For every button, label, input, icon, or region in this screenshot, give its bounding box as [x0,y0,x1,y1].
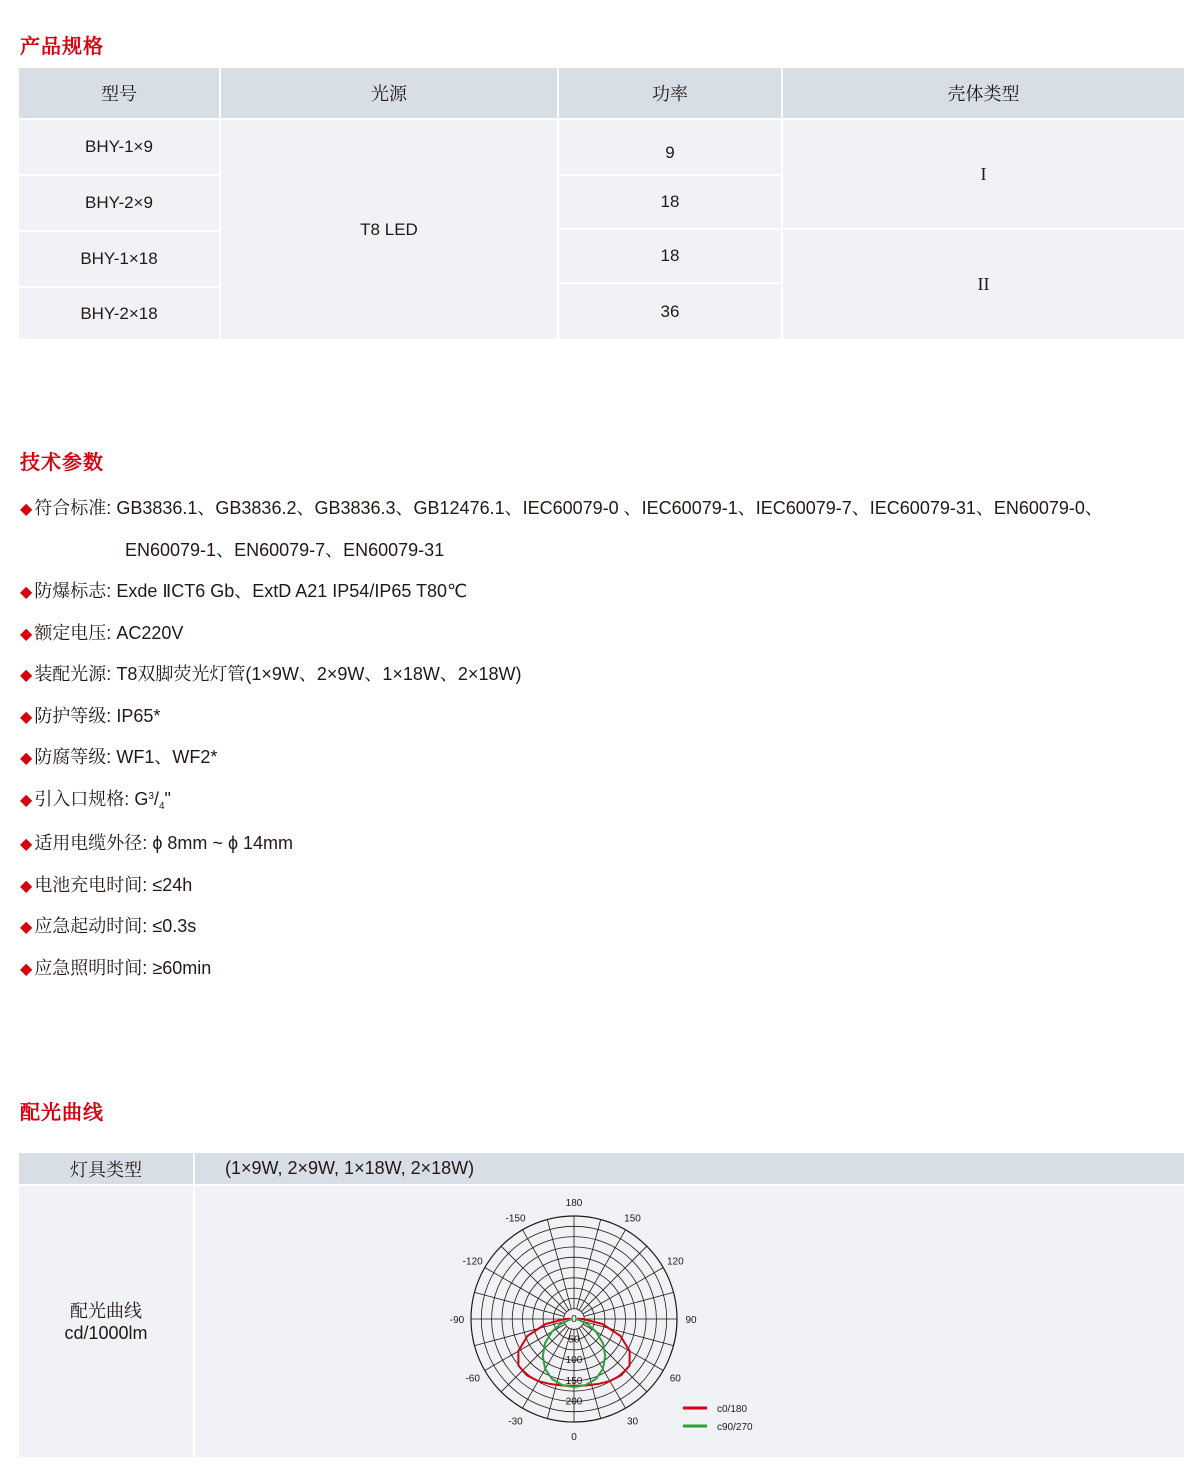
param-value: ≥60min [152,958,212,978]
param-value-slash: / [153,789,159,809]
polar-chart [19,1153,1184,1457]
radial-tick-label: 0 [571,1314,577,1325]
angle-tick-label: 0 [571,1432,577,1443]
param-value-g: G [134,789,149,809]
angle-tick-label: 90 [685,1315,697,1326]
angle-tick-label: -30 [508,1416,523,1428]
angle-tick-label: 150 [624,1213,641,1225]
spec-table [19,68,1184,339]
param-emergency [20,954,211,980]
curve-unit: cd/1000lm [64,1322,148,1343]
param-value: GB3836.1、GB3836.2、GB3836.3、GB12476.1、IEC60079-0 、IEC60079-1、IEC60079-7、IEC60079-31、EN60079-0、 [116,498,1103,518]
param-standards [20,494,1103,520]
param-label: 应急照明时间: [34,958,148,978]
angle-tick-label: 120 [666,1256,684,1268]
legend-label: c0/180 [717,1404,748,1415]
param-label: 装配光源: [34,664,112,684]
param-label: 应急起动时间: [34,916,148,936]
param-standards-cont: EN60079-1、EN60079-7、EN60079-31 [125,540,445,560]
bullet-icon: ◆ [20,878,33,895]
param-value: Exde ⅡCT6 Gb、ExtD A21 IP54/IP65 T80℃ [116,581,468,601]
bullet-icon: ◆ [20,792,33,809]
power-cell: 18 [559,230,781,282]
photo-section-title: 配光曲线 [20,1102,104,1124]
param-entry [20,785,171,812]
param-label: 引入口规格: [34,789,130,809]
param-explosion [20,577,467,603]
param-value: ϕ 8mm ~ ϕ 14mm [152,833,294,853]
legend-label: c90/270 [717,1422,753,1433]
bullet-icon: ◆ [20,836,33,853]
param-lamp [20,660,521,686]
radial-tick-label: 50 [568,1334,580,1346]
angle-tick-label: -60 [465,1373,480,1385]
param-value-num: 3 [148,791,154,802]
param-label: 电池充电时间: [34,875,148,895]
bullet-icon: ◆ [20,667,33,684]
power-cell: 18 [559,176,781,228]
header-model: 型号 [19,68,219,118]
param-value: T8双脚荧光灯管(1×9W、2×9W、1×18W、2×18W) [116,664,522,684]
radial-tick-label: 200 [565,1396,583,1408]
bullet-icon: ◆ [20,750,33,767]
param-value: ≤0.3s [152,916,197,936]
bullet-icon: ◆ [20,584,33,601]
curve-label: 配光曲线 [70,1300,142,1321]
param-value: IP65* [116,706,161,726]
bullet-icon: ◆ [20,501,33,518]
param-label: 符合标准: [34,498,112,518]
model-cell: BHY-1×9 [19,120,219,174]
param-corrosion [20,743,217,769]
photometric-table [19,1153,1184,1457]
housing-type-cell: II [783,230,1184,339]
param-label: 防腐等级: [34,747,112,767]
radial-tick-label: 100 [565,1355,583,1367]
param-value-quote: " [164,789,171,809]
light-source-cell: T8 LED [221,120,557,339]
spec-section-title: 产品规格 [20,36,104,58]
header-housing-type: 壳体类型 [783,68,1184,118]
bullet-icon: ◆ [20,961,33,978]
power-cell: 9 [559,120,781,174]
param-protection [20,702,160,728]
model-cell: BHY-2×9 [19,176,219,230]
power-cell: 36 [559,284,781,339]
angle-tick-label: 180 [565,1198,583,1209]
model-cell: BHY-1×18 [19,232,219,286]
param-charge [20,871,192,897]
fixture-type-value: (1×9W, 2×9W, 1×18W, 2×18W) [195,1153,1184,1184]
angle-tick-label: -150 [505,1213,526,1225]
header-light-source: 光源 [221,68,557,118]
angle-tick-label: 60 [669,1373,681,1385]
housing-type-cell: I [783,120,1184,228]
param-value-den: 4 [158,801,165,812]
param-value: WF1、WF2* [116,747,218,767]
params-section-title: 技术参数 [20,452,104,474]
param-label: 额定电压: [34,623,112,643]
angle-tick-label: 30 [626,1416,639,1428]
param-cable [20,829,293,855]
param-start [20,912,196,938]
param-value: AC220V [116,623,184,643]
bullet-icon: ◆ [20,919,33,936]
param-voltage [20,619,183,645]
header-power: 功率 [559,68,781,118]
radial-tick-label: 150 [565,1375,583,1387]
bullet-icon: ◆ [20,626,33,643]
param-value: ≤24h [152,875,193,895]
bullet-icon: ◆ [20,709,33,726]
angle-tick-label: -90 [449,1315,465,1326]
param-label: 适用电缆外径: [34,833,148,853]
param-label: 防爆标志: [34,581,112,601]
param-label: 防护等级: [34,706,112,726]
angle-tick-label: -120 [462,1256,483,1268]
fixture-type-label: 灯具类型 [19,1153,193,1184]
model-cell: BHY-2×18 [19,288,219,339]
